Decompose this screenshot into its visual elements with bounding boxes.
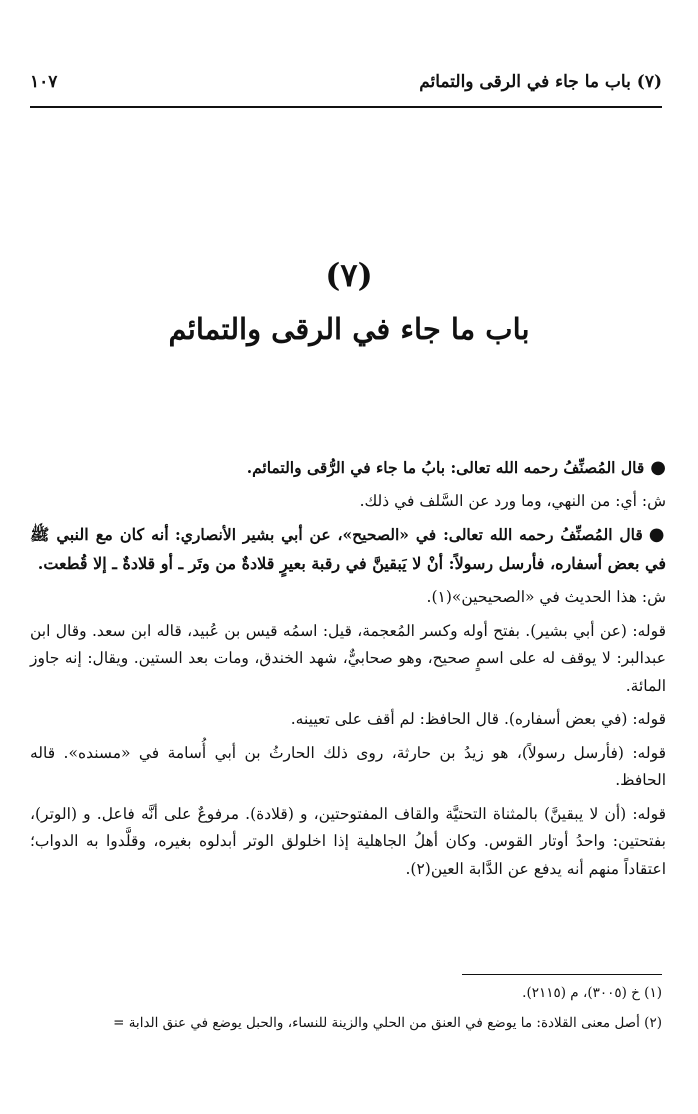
paragraph: ش: أي: من النهي، وما ورد عن السَّلف في ذلك. [359,491,666,510]
hadith-text: أنه كان مع النبي ﷺ في بعض أسفاره، فأرسل رسولاً: أنْ لا يَبقينَّ في رقبة بعيرٍ قلادةٌ من وتَر ـ أو قلادةٌ ـ إلا قُطعت. [30,525,666,573]
footnote-divider [462,974,662,975]
paragraph: قوله: (أن لا يبقينَّ) بالمثناة التحتيَّة والقاف المفتوحتين، و (قلادة). مرفوعٌ على أنَّه فاعل. و (الوتر)، بفتحتين: واحدُ أوتار القوس. وكان أهلُ الجاهلية إذا اخلولق الوتر أبدلوه بغيره، وقلَّدوا به الدواب؛ اعتقاداً منهم أنه يدفع عن الدَّابة العين(٢). [30,804,666,878]
paragraph [30,521,666,578]
paragraph [30,454,666,482]
footnote: (١) خ (٣٠٠٥)، م (٢١١٥). [522,985,662,1001]
chapter-title: باب ما جاء في الرقى والتمائم [168,312,530,346]
page-number: ١٠٧ [30,72,58,92]
paragraph: ش: هذا الحديث في «الصحيحين»(١). [426,588,666,606]
author-statement: قال المُصنِّفُ رحمه الله تعالى: بابُ ما جاء في الرُّقى والتمائم. [246,458,645,477]
footnotes [30,978,662,1038]
paragraph: قوله: (فأرسل رسولاً)، هو زيدُ بن حارثة، روى ذلك الحارثُ بن أبي أُسامة في «مسنده». قاله الحافظ. [30,743,666,789]
bullet-icon: ● [650,457,666,478]
running-header [30,66,662,108]
paragraph: قوله: (في بعض أسفاره). قال الحافظ: لم أقف على تعيينه. [290,710,666,728]
footnote: (٢) أصل معنى القلادة: ما يوضع في العنق من الحلي والزينة للنساء، والحبل يوضع في عنق الدابة = [113,1015,662,1031]
chapter-number: (٧) [325,256,373,294]
body-text [30,454,666,889]
author-statement [175,525,666,544]
paragraph: قوله: (عن أبي بشير). بفتح أوله وكسر المُعجمة، قيل: اسمُه قيس بن عُبيد، قاله ابن سعد. وقال ابن عبدالبر: لا يوقف له على اسمٍ صحيح، وهو صحابيٌّ، شهد الخندق، ومات بعد الستين. ويقال: إنه جاوز المائة. [30,621,666,695]
bullet-icon: ● [648,524,666,545]
running-title: (٧) باب ما جاء في الرقى والتمائم [419,72,662,92]
statement-text: قال المُصنِّفُ رحمه الله تعالى: في «الصحيح»، عن أبي بشير الأنصاري: [175,525,643,544]
